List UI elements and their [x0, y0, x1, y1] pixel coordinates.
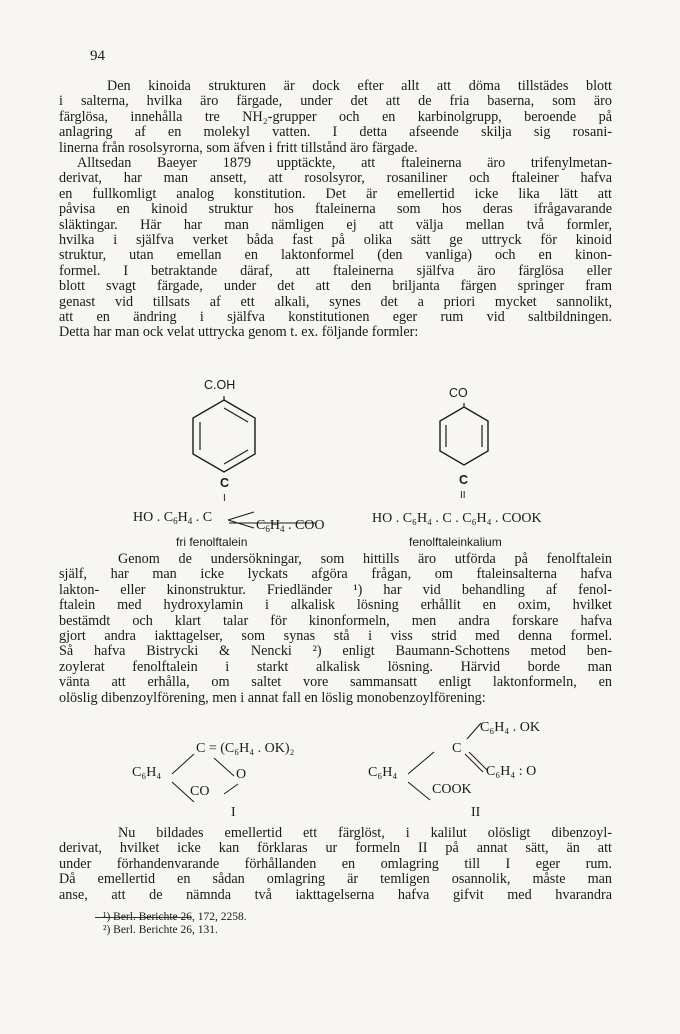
text-line: Genom de undersökningar, som hittills äro utförda på fenolftalein	[118, 551, 612, 567]
formula2-c: C	[459, 473, 469, 487]
footnote-1: ¹) Berl. Berichte 26, 172, 2258.	[103, 911, 247, 923]
formula2-line: HO . C₆H₄ . C . C₆H₄ . COOK	[372, 511, 542, 526]
formulaII-left: C₆H₄	[368, 765, 398, 780]
text-line: själf, har man icke lyckats afgöra frågan, om ftaleinsalterna hafva	[59, 566, 612, 583]
formulaII-cook: COOK	[432, 782, 472, 797]
text-line: släktingar. Här har man nämligen ej att välja mellan två formler,	[59, 216, 612, 233]
text-line: gjort andra iakttagelser, som synas stå i viss strid med denna formel.	[59, 628, 612, 645]
text-line: anlagring af en molekyl vatten. I detta afseende skilja sig rosani-	[59, 124, 612, 141]
text-line: hvilka i själfva verket båda fast på olika sätt ge uttryck för kinoid	[59, 232, 612, 249]
paragraph-2	[59, 156, 612, 341]
text-line: derivat, har man ansett, att rosolsyror, rosaniliner och ftaleiner hafva	[59, 170, 612, 187]
formulaI-o: O	[236, 767, 247, 782]
formula2-top: CO	[449, 386, 468, 400]
formula1-coo: $C_6H_4$ . COO	[256, 518, 325, 534]
text-line: struktur, utan emellan en laktonformel (den vanliga) och en kinon-	[59, 247, 612, 264]
text-line: bestämdt och klart talar för kinonformeln, men andra forskare hafva	[59, 612, 612, 629]
text-line: linerna från rosolsyrorna, som äfven i fritt tillstånd äro färgade.	[59, 139, 418, 156]
text-line: formel. I betraktande däraf, att ftaleinerna själfva äro färglösa eller	[59, 262, 612, 279]
formula2-bond: II	[460, 490, 466, 501]
formula1-line: HO . $C_6H_4$ . C	[133, 510, 213, 526]
paragraph-3	[59, 552, 612, 706]
text-line: lakton- eller kinonstruktur. Friedländer ¹) har vid behandling af fenol-	[59, 581, 612, 598]
text-line: genast vid tillsats af ett alkali, synes det a priori mycket sannolikt,	[59, 293, 612, 310]
text-line: färglösa, innehålla tre NH₂-grupper och en karbinolgrupp, beroende på	[59, 108, 612, 125]
text-line: olöslig dibenzoylförening, men i annat fall en löslig monobenzoylförening:	[59, 689, 486, 706]
formula1-bond: I	[223, 493, 226, 504]
paragraph-4	[59, 826, 612, 903]
formulaI-top: C = (C₆H₄ . OK)₂	[196, 741, 295, 756]
formulaI-co: CO	[190, 784, 210, 799]
text-line: anse, att de nämnda två iakttagelserna hafva gifvit med hvarandra	[59, 886, 612, 903]
formulaI-co-bond	[222, 782, 262, 802]
footnote-2: ²) Berl. Berichte 26, 131.	[103, 924, 218, 936]
formulaI-left: C₆H₄	[132, 765, 162, 780]
formulaII-right: C₆H₄ : O	[486, 764, 537, 779]
formula1-top: C.OH	[204, 378, 236, 392]
formula2-caption: fenolftaleinkalium	[409, 535, 502, 549]
text-line: Så hafva Bistrycki & Nencki ²) enligt Baumann-Schottens metod ben-	[59, 643, 612, 660]
text-line: Alltsedan Baeyer 1879 upptäckte, att ftaleinerna äro trifenylmetan-	[77, 155, 612, 171]
text-line: ftalein med hydroxylamin i alkalisk lösning erhållit en oxim, hvilket	[59, 597, 612, 614]
text-line: Nu bildades emellertid ett färglöst, i kalilut olösligt dibenzoyl-	[118, 825, 612, 841]
text-line: att en ändring i själfva konstitutionen eger rum vid saltbildningen.	[59, 309, 612, 326]
text-line: Då emellertid en sådan omlagring är temligen osannolik, måste man	[59, 871, 612, 888]
text-line: derivat, hvilket icke kan förklaras ur formeln II på annat sätt, än att	[59, 840, 612, 857]
text-line: vänta att erhålla, om saltet vore sammansatt enligt laktonformeln, en	[59, 674, 612, 691]
formula1-lactone-line	[219, 521, 329, 535]
quinone-ring	[436, 403, 492, 471]
page-number: 94	[90, 48, 105, 64]
formulaII-label: II	[471, 805, 481, 820]
formulaI-label: I	[231, 805, 236, 820]
paragraph-1	[59, 79, 612, 156]
formulaII-c: C	[452, 741, 462, 756]
formulaII-top: C₆H₄ . OK	[480, 720, 540, 735]
text-line: under förhandenvarande förhållanden en omlagring till I eger rum.	[59, 855, 612, 872]
text-line: påvisa en kinoid struktur hos ftaleinerna som hos deras ifrågavarande	[59, 201, 612, 218]
text-line: en fullkomligt analog konstitution. Det är emellertid icke lika lätt att	[59, 185, 612, 202]
text-line: i salterna, hvilka äro färgade, under det att de fria baserna, som äro	[59, 93, 612, 110]
text-line: blott svagt färgade, under det att den briljanta färgen springer fram	[59, 278, 612, 295]
text-line: Detta har man ock velat uttrycka genom t. ex. följande formler:	[59, 324, 419, 341]
benzene-ring-1	[189, 396, 259, 476]
text-line: zoylerat fenolftalein i starkt alkalisk lösning. Härvid borde man	[59, 658, 612, 675]
formula1-c: C	[220, 476, 230, 490]
text-line: Den kinoida strukturen är dock efter allt att döma tillstädes blott	[107, 78, 612, 94]
formula1-caption: fri fenolftalein	[176, 535, 248, 549]
